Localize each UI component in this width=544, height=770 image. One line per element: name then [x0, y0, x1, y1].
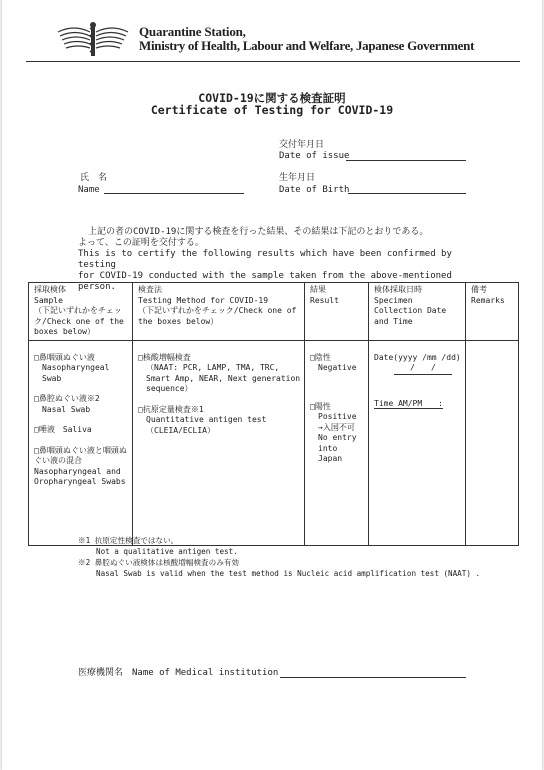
- sample-option-label-jp: □鼻咽頭ぬぐい液と咽頭ぬぐい液の混合: [34, 445, 127, 465]
- issue-date-label-jp: 交付年月日: [279, 140, 325, 150]
- issue-date-field[interactable]: [346, 160, 466, 161]
- note-2-jp: ※2 鼻腔ぬぐい液検体は核酸増幅検査のみ有効: [78, 558, 240, 567]
- institution-label: 医療機関名 Name of Medical institution: [78, 668, 279, 678]
- sample-option-label-jp: □唾液 Saliva: [34, 425, 92, 434]
- table-header-row: [29, 283, 519, 341]
- result-option-negative[interactable]: [310, 353, 365, 374]
- name-label-en: Name: [78, 185, 100, 195]
- result-option-label-jp: □陽性: [310, 401, 331, 411]
- date-input-blank: / /: [410, 363, 436, 372]
- birth-date-label-en: Date of Birth: [279, 185, 350, 195]
- sample-option-label-en: Nasopharyngeal Swab: [42, 363, 110, 383]
- header-sample-en: Sample: [34, 295, 63, 305]
- header-sample-note: （下記いずれかをチェック/Check one of the boxes below）: [34, 306, 124, 336]
- note-1-jp: ※1 抗原定性検査ではない。: [78, 536, 179, 545]
- sample-option-mixed[interactable]: [34, 446, 129, 488]
- note-2-en: Nasal Swab is valid when the test method is Nucleic acid amplification test (NAAT) .: [96, 569, 481, 578]
- header-sample-jp: 採取検体: [34, 285, 66, 294]
- time-format-label: Time AM/PM :: [374, 398, 443, 408]
- quarantine-emblem-icon: [54, 20, 132, 58]
- note-1-en: Not a qualitative antigen test.: [96, 547, 238, 556]
- result-option-label-en: Positive →入国不可 No entry into Japan: [318, 412, 357, 463]
- time-input-field[interactable]: [374, 399, 462, 410]
- collection-datetime-cell: [369, 340, 466, 545]
- issue-date-label-en: Date of issue: [279, 151, 350, 161]
- statement-jp-2: よって、この証明を交付する。: [78, 238, 204, 248]
- header-result-en: Result: [310, 295, 339, 305]
- header-date-en: Specimen Collection Date and Time: [374, 295, 447, 326]
- institution-field[interactable]: [280, 677, 466, 678]
- result-options-cell: [305, 340, 369, 545]
- header-divider: [26, 61, 520, 62]
- birth-date-field[interactable]: [348, 193, 466, 194]
- result-option-positive[interactable]: [310, 402, 365, 465]
- method-options-cell: [133, 340, 305, 545]
- test-results-table: [28, 282, 519, 546]
- statement-en-2: for COVID-19 conducted with the sample taken from the above-mentioned person.: [78, 271, 452, 292]
- certificate-page: [2, 0, 542, 770]
- header-sample: [29, 283, 133, 341]
- result-option-label-en: Negative: [318, 363, 357, 372]
- header-remarks-en: Remarks: [471, 295, 505, 305]
- statement-jp-1: 上記の者のCOVID-19に関する検査を行った結果、その結果は下記のとおりである。: [88, 227, 429, 237]
- result-option-label-jp: □陰性: [310, 352, 331, 362]
- sample-option-label-en: Nasopharyngeal and Oropharyngeal Swabs: [34, 466, 126, 486]
- header-method: [133, 283, 305, 341]
- org-line-2: Ministry of Health, Labour and Welfare, Japanese Government: [139, 38, 475, 53]
- method-option-label-en: （NAAT: PCR, LAMP, TMA, TRC, Smart Amp, NEAR, Next generation sequence）: [146, 363, 301, 393]
- name-label-jp: 氏 名: [80, 173, 108, 183]
- title-en: Certificate of Testing for COVID-19: [150, 103, 394, 117]
- header-result-jp: 結果: [310, 285, 326, 294]
- title-jp: COVID-19に関する検査証明: [198, 91, 346, 105]
- remarks-cell[interactable]: [466, 340, 519, 545]
- table-body-row: [29, 340, 519, 545]
- statement-en-1: This is to certify the following results which have been confirmed by testing: [78, 249, 452, 270]
- sample-options-cell: [29, 340, 133, 545]
- header-remarks-jp: 備考: [471, 285, 487, 294]
- date-format-label: Date(yyyy /mm /dd): [374, 352, 461, 362]
- method-option-antigen[interactable]: [138, 405, 301, 437]
- method-option-label-en: Quantitative antigen test （CLEIA/ECLIA）: [146, 415, 267, 435]
- header-method-en: Testing Method for COVID-19: [138, 295, 269, 305]
- sample-option-nasopharyngeal[interactable]: [34, 353, 129, 385]
- method-option-label-jp: □抗原定量検査※1: [138, 404, 204, 414]
- header-remarks: [466, 283, 519, 341]
- header-method-jp: 検査法: [138, 285, 162, 294]
- header-date-jp: 検体採取日時: [374, 285, 422, 294]
- name-field[interactable]: [104, 193, 244, 194]
- org-line-1: Quarantine Station,: [139, 24, 246, 39]
- header-method-note: （下記いずれかをチェック/Check one of the boxes below）: [138, 306, 297, 326]
- header-collection-date: [369, 283, 466, 341]
- sample-option-nasal[interactable]: [34, 394, 129, 415]
- sample-option-saliva[interactable]: [34, 425, 129, 436]
- header-result: [305, 283, 369, 341]
- sample-option-label-jp: □鼻咽頭ぬぐい液: [34, 352, 95, 362]
- method-option-label-jp: □核酸増幅検査: [138, 352, 191, 362]
- method-option-naat[interactable]: [138, 353, 301, 395]
- date-input-field[interactable]: [394, 363, 452, 375]
- sample-option-label-en: Nasal Swab: [42, 404, 91, 414]
- sample-option-label-jp: □鼻腔ぬぐい液※2: [34, 394, 100, 403]
- birth-date-label-jp: 生年月日: [279, 173, 316, 183]
